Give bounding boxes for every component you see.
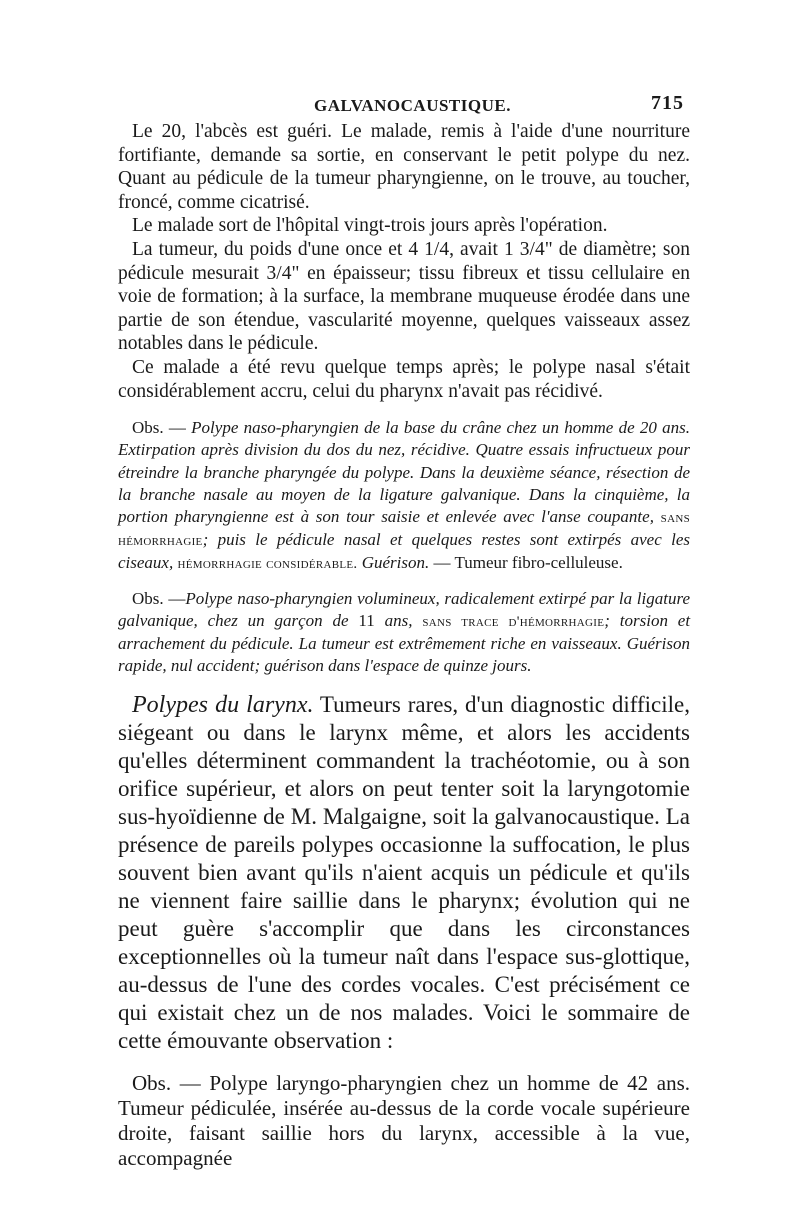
- running-title: GALVANOCAUSTIQUE.: [314, 96, 511, 115]
- page-number: 715: [651, 92, 684, 114]
- observation-italic-text: Polype naso-pharyngien volumineux, radicalement extirpé par la ligature galvanique, chez un garçon de: [118, 588, 690, 630]
- section-larynx-polyps: [118, 691, 690, 1055]
- section-text: Tumeurs rares, d'un diagnostic difficile, siégeant ou dans le larynx même, et alors les accidents qu'elles déterminent commandent la trachéotomie, ou à son orifice supérieur, et alors on peut tenter soit la laryngotomie sus-hyoïdienne de M. Malgaigne, soit la galvanocaustique. La présence de pareils polypes occasionne la suffocation, le plus souvent bien avant qu'ils n'aient acquis un pédicule et qu'ils ne viennent faire saillie dans le pharynx; évolution qui ne peut guère s'accomplir que dans les circonstances exceptionnelles où la tumeur naît dans l'espace sus-glottique, au-dessus de l'une des cordes vocales. C'est précisément ce qui existait chez un de nos malades. Voici le sommaire de cette émouvante observation :: [118, 692, 690, 1054]
- observation-italic-text: Polype laryngo-pharyngien: [209, 1071, 442, 1096]
- observation-smallcaps-text: hémorrhagie considérable.: [177, 556, 358, 573]
- observation-smallcaps-text: sans hémorrhagie: [118, 509, 690, 550]
- observation-italic-text: ; torsion et arrachement du pédicule. La tumeur est extrêmement riche en vaisseaux. Guérison rapide, nul accident; guérison dans l'espace de quinze jours.: [118, 610, 691, 676]
- observation-italic-text: Guérison.: [361, 553, 430, 573]
- observation-voluminous-polyp: [118, 588, 690, 678]
- observation-label: Obs. —: [132, 1071, 201, 1096]
- section-title: Polypes du larynx.: [132, 692, 314, 719]
- observation-label: Obs. —: [132, 588, 186, 608]
- page-header: [118, 92, 690, 120]
- observation-italic-text: ans,: [384, 610, 413, 630]
- observation-text: chez un homme de 42 ans. Tumeur pédiculée, insérée au-dessus de la corde vocale supérieure droite, faisant saillie hors du larynx, accessible à la vue, accompagnée: [118, 1071, 691, 1171]
- observation-italic-text: ; puis le pédicule nasal et quelques restes sont extirpés avec les ciseaux,: [118, 530, 690, 573]
- observation-smallcaps-text: sans trace d'hémorrhagie: [422, 613, 605, 630]
- observation-laryngo-pharyngeal-polyp: [118, 1071, 690, 1171]
- paragraph-abscess-healed: Le 20, l'abcès est guéri. Le malade, remis à l'aide d'une nourriture fortifiante, demande sa sortie, en conservant le petit polype du nez. Quant au pédicule de la tumeur pharyngienne, on le trouve, au toucher, froncé, comme cicatrisé.: [118, 121, 690, 213]
- observation-italic-text: Polype naso-pharyngien de la base du crâne chez un homme de 20 ans. Extirpation après division du dos du nez, récidive. Quatre essais infructueux pour étreindre la branche pharyngée du polype. Dans la deuxième séance, résection de la branche nasale au moyen de la ligature galvanique. Dans la cinquième, la portion pharyngienne est à son tour saisie et enlevée avec l'anse coupante,: [118, 418, 690, 526]
- book-page: [118, 92, 690, 1171]
- observation-naso-pharyngeal-polyp: [118, 417, 690, 575]
- observation-diagnosis: — Tumeur fibro-celluleuse.: [433, 553, 623, 573]
- observation-age: 11: [358, 610, 375, 630]
- paragraph-tumor-description: La tumeur, du poids d'une once et 4 1/4, avait 1 3/4" de diamètre; son pédicule mesurait 3/4" en épaisseur; tissu fibreux et tissu cellulaire en voie de formation; à la surface, la membrane muqueuse érodée dans une partie de son étendue, vascularité moyenne, quelques vaisseaux assez notables dans le pédicule.: [118, 238, 690, 355]
- paragraph-discharge: Le malade sort de l'hôpital vingt-trois jours après l'opération.: [132, 215, 608, 237]
- paragraph-follow-up: Ce malade a été revu quelque temps après; le polype nasal s'était considérablement accru, celui du pharynx n'avait pas récidivé.: [118, 356, 690, 402]
- observation-label: Obs. —: [132, 418, 186, 438]
